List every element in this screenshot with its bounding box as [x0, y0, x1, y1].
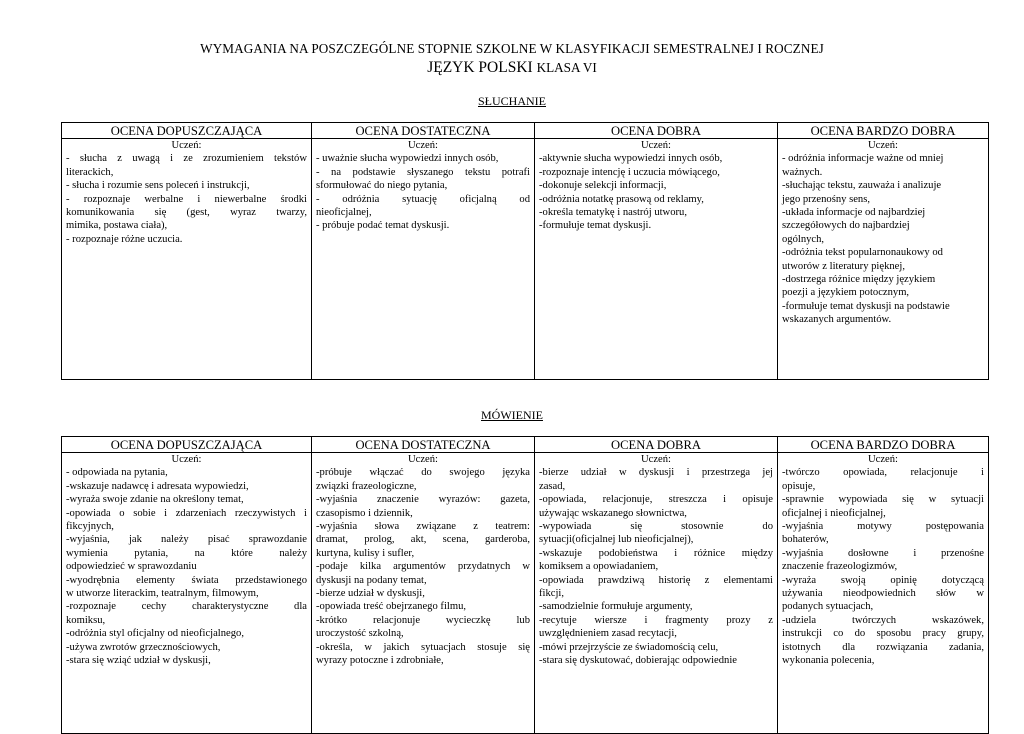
list-item: sformułować do niego pytania, — [316, 180, 448, 192]
list-item: fikcji, — [539, 588, 565, 600]
uczen-label: Uczeń: — [408, 140, 438, 151]
list-item: -bierze udział w dyskusji i przestrzega jej — [539, 467, 773, 479]
list-item: sytuacji(oficjalnej lub nieoficjalnej), — [539, 534, 694, 546]
list-item: mimika, postawa ciała), — [66, 220, 168, 232]
list-item: -próbuje włączać do swojego języka — [316, 467, 530, 479]
list-item: - odpowiada na pytania, — [66, 467, 168, 479]
list-item: jego przenośny sens, — [782, 193, 870, 205]
list-item: wyrazy potoczne i zdrobniałe, — [316, 655, 444, 667]
list-item: - odróżnia sytuację oficjalną od — [316, 193, 530, 205]
list-item: komiksu, — [66, 614, 106, 626]
list-item: znaczenie frazeologizmów, — [782, 561, 898, 573]
list-item: -formułuje temat dyskusji. — [539, 220, 652, 232]
list-item: -dostrzega różnice między językiem — [782, 274, 936, 286]
list-item: -stara się wziąć udział w dyskusji, — [66, 655, 211, 667]
list-item: -wyjaśnia dosłowne i przenośne — [782, 547, 984, 559]
list-item: -odróżnia tekst popularnonaukowy od — [782, 247, 943, 259]
list-item: -opowiada treść obejrzanego filmu, — [316, 601, 467, 613]
list-item: -wyjaśnia, jak należy pisać sprawozdanie — [66, 534, 307, 546]
list-item: -wyjaśnia słowa związane z teatrem: — [316, 521, 530, 533]
list-item: istotnych dla rozwiązania zadania, — [782, 641, 984, 653]
list-item: zasad, — [539, 480, 566, 492]
list-item: poezji a językiem potocznym, — [782, 287, 910, 299]
list-item: -rozpoznaje intencję i uczucia mówiącego, — [539, 166, 720, 178]
list-item: -wyodrębnia elementy świata przedstawionego — [66, 574, 307, 586]
column-header: OCENA DOSTATECZNA — [312, 123, 535, 139]
list-item: -podaje kilka argumentów przydatnych w — [316, 561, 530, 573]
section-title-sluchanie: SŁUCHANIE — [478, 94, 546, 108]
cell-dopuszczajaca — [62, 139, 312, 380]
uczen-label: Uczeń: — [171, 454, 202, 465]
list-item: -wyraża swoje zdanie na określony temat, — [66, 494, 244, 506]
column-header: OCENA BARDZO DOBRA — [778, 123, 989, 139]
list-item: komunikowania się (gest, wyraz twarzy, — [66, 207, 307, 219]
list-item: -słuchając tekstu, zauważa i analizuje — [782, 180, 942, 192]
list-item: -używa zwrotów grzecznościowych, — [66, 641, 221, 653]
list-item: fikcyjnych, — [66, 521, 114, 533]
table-header-row — [62, 123, 989, 139]
cell-dobra — [535, 139, 778, 380]
list-item: -wskazuje nadawcę i adresata wypowiedzi, — [66, 480, 249, 492]
list-item: -mówi przejrzyście ze świadomością celu, — [539, 641, 719, 653]
uczen-label: Uczeń: — [641, 140, 671, 151]
list-item: podanych sytuacjach, — [782, 601, 874, 613]
list-item: odpowiedzieć w sprawozdaniu — [66, 561, 197, 573]
list-item: związki frazeologiczne, — [316, 480, 417, 492]
list-item: - rozpoznaje różne uczucia. — [66, 233, 183, 245]
list-item: - słucha z uwagą i ze zrozumieniem tekstów — [66, 153, 307, 165]
list-item: -wskazuje podobieństwa i różnice między — [539, 547, 773, 559]
list-item: - próbuje podać temat dyskusji. — [316, 220, 450, 232]
list-item: -twórczo opowiada, relacjonuje i — [782, 467, 984, 479]
list-item: dramat, prolog, akt, scena, garderoba, — [316, 534, 530, 546]
list-item: -bierze udział w dyskusji, — [316, 588, 425, 600]
list-item: -wyraża swoją opinię dotyczącą — [782, 574, 984, 586]
list-item: -opowiada prawdziwą historię z elementami — [539, 574, 773, 586]
column-header: OCENA DOBRA — [535, 437, 778, 453]
column-header: OCENA DOPUSZCZAJĄCA — [62, 437, 312, 453]
cell-dostateczna — [312, 453, 535, 734]
list-item: dyskusji na podany temat, — [316, 574, 427, 586]
subject-name: JĘZYK POLSKI — [427, 59, 533, 76]
list-item: -opowiada, relacjonuje, streszcza i opisuje — [539, 494, 773, 506]
column-header: OCENA DOBRA — [535, 123, 778, 139]
list-item: szczegółowych do najbardziej — [782, 220, 910, 232]
column-header: OCENA BARDZO DOBRA — [778, 437, 989, 453]
section-title-mowienie: MÓWIENIE — [481, 408, 543, 422]
uczen-label: Uczeń: — [868, 140, 898, 151]
list-item: instrukcji co do sposobu pracy grupy, — [782, 628, 984, 640]
column-header: OCENA DOPUSZCZAJĄCA — [62, 123, 312, 139]
uczen-label: Uczeń: — [408, 454, 438, 465]
list-item: -dokonuje selekcji informacji, — [539, 180, 667, 192]
mowienie-table — [61, 436, 989, 734]
document-title: WYMAGANIA NA POSZCZEGÓLNE STOPNIE SZKOLNE W KLASYFIKACJI SEMESTRALNEJ I ROCZNEJ — [200, 41, 824, 56]
column-header: OCENA DOSTATECZNA — [312, 437, 535, 453]
list-item: - rozpoznaje werbalne i niewerbalne środki — [66, 193, 307, 205]
list-item: wykonania polecenia, — [782, 655, 875, 667]
document-subtitle — [0, 59, 1024, 77]
list-item: -aktywnie słucha wypowiedzi innych osób, — [539, 153, 723, 165]
uczen-label: Uczeń: — [868, 454, 898, 465]
uczen-label: Uczeń: — [641, 454, 671, 465]
list-item: -określa tematykę i nastrój utworu, — [539, 207, 687, 219]
list-item: literackich, — [66, 166, 114, 178]
list-item: -rozpoznaje cechy charakterystyczne dla — [66, 601, 307, 613]
list-item: oficjalnej i nieoficjalnej, — [782, 507, 886, 519]
list-item: -wypowiada się stosownie do — [539, 521, 773, 533]
list-item: -wyjaśnia znaczenie wyrazów: gazeta, — [316, 494, 530, 506]
list-item: -opowiada o sobie i zdarzeniach rzeczywistych i — [66, 507, 307, 519]
cell-dostateczna — [312, 139, 535, 380]
list-item: - na podstawie słyszanego tekstu potrafi — [316, 166, 530, 178]
list-item: kurtyna, kulisy i sufler, — [316, 547, 415, 559]
list-item: opisuje, — [782, 480, 816, 492]
table-row — [62, 453, 989, 734]
list-item: - uważnie słucha wypowiedzi innych osób, — [316, 153, 499, 165]
list-item: komiksem a opowiadaniem, — [539, 561, 659, 573]
list-item: czasopismo i dziennik, — [316, 507, 413, 519]
list-item: - słucha i rozumie sens poleceń i instrukcji, — [66, 180, 250, 192]
list-item: uwzględnieniem zasad recytacji, — [539, 628, 677, 640]
cell-bardzo-dobra — [778, 139, 989, 380]
sluchanie-table — [61, 122, 989, 380]
list-item: ważnych. — [782, 166, 823, 178]
list-item: bohaterów, — [782, 534, 829, 546]
list-item: -odróżnia styl oficjalny od nieoficjalnego, — [66, 628, 244, 640]
list-item: używając wskazanego słownictwa, — [539, 507, 687, 519]
list-item: w utworze literackim, teatralnym, filmowym, — [66, 588, 259, 600]
table-row — [62, 139, 989, 380]
list-item: - odróżnia informacje ważne od mniej — [782, 153, 944, 165]
list-item: ogólnych, — [782, 233, 825, 245]
list-item: wymienia pytania, na które należy — [66, 547, 307, 559]
list-item: -wyjaśnia motywy postępowania — [782, 521, 984, 533]
uczen-label: Uczeń: — [171, 140, 202, 151]
table-header-row — [62, 437, 989, 453]
list-item: -odróżnia notatkę prasową od reklamy, — [539, 193, 704, 205]
cell-dobra — [535, 453, 778, 734]
list-item: -krótko relacjonuje wycieczkę lub — [316, 614, 530, 626]
class-name: KLASA VI — [536, 60, 597, 75]
list-item: -recytuje wiersze i fragmenty prozy z — [539, 614, 773, 626]
cell-dopuszczajaca — [62, 453, 312, 734]
list-item: utworów z literatury pięknej, — [782, 260, 905, 272]
list-item: -sprawnie wypowiada się w sytuacji — [782, 494, 984, 506]
list-item: -układa informacje od najbardziej — [782, 207, 926, 219]
list-item: używania nieodpowiednich słów w — [782, 588, 984, 600]
list-item: nieoficjalnej, — [316, 207, 372, 219]
list-item: -udziela twórczych wskazówek, — [782, 614, 984, 626]
list-item: -samodzielnie formułuje argumenty, — [539, 601, 693, 613]
list-item: wskazanych argumentów. — [782, 314, 892, 326]
cell-bardzo-dobra — [778, 453, 989, 734]
list-item: -stara się dyskutować, dobierając odpowiednie — [539, 655, 737, 667]
list-item: uroczystość szkolną, — [316, 628, 404, 640]
list-item: -określa, w jakich sytuacjach stosuje się — [316, 641, 530, 653]
list-item: -formułuje temat dyskusji na podstawie — [782, 300, 950, 312]
